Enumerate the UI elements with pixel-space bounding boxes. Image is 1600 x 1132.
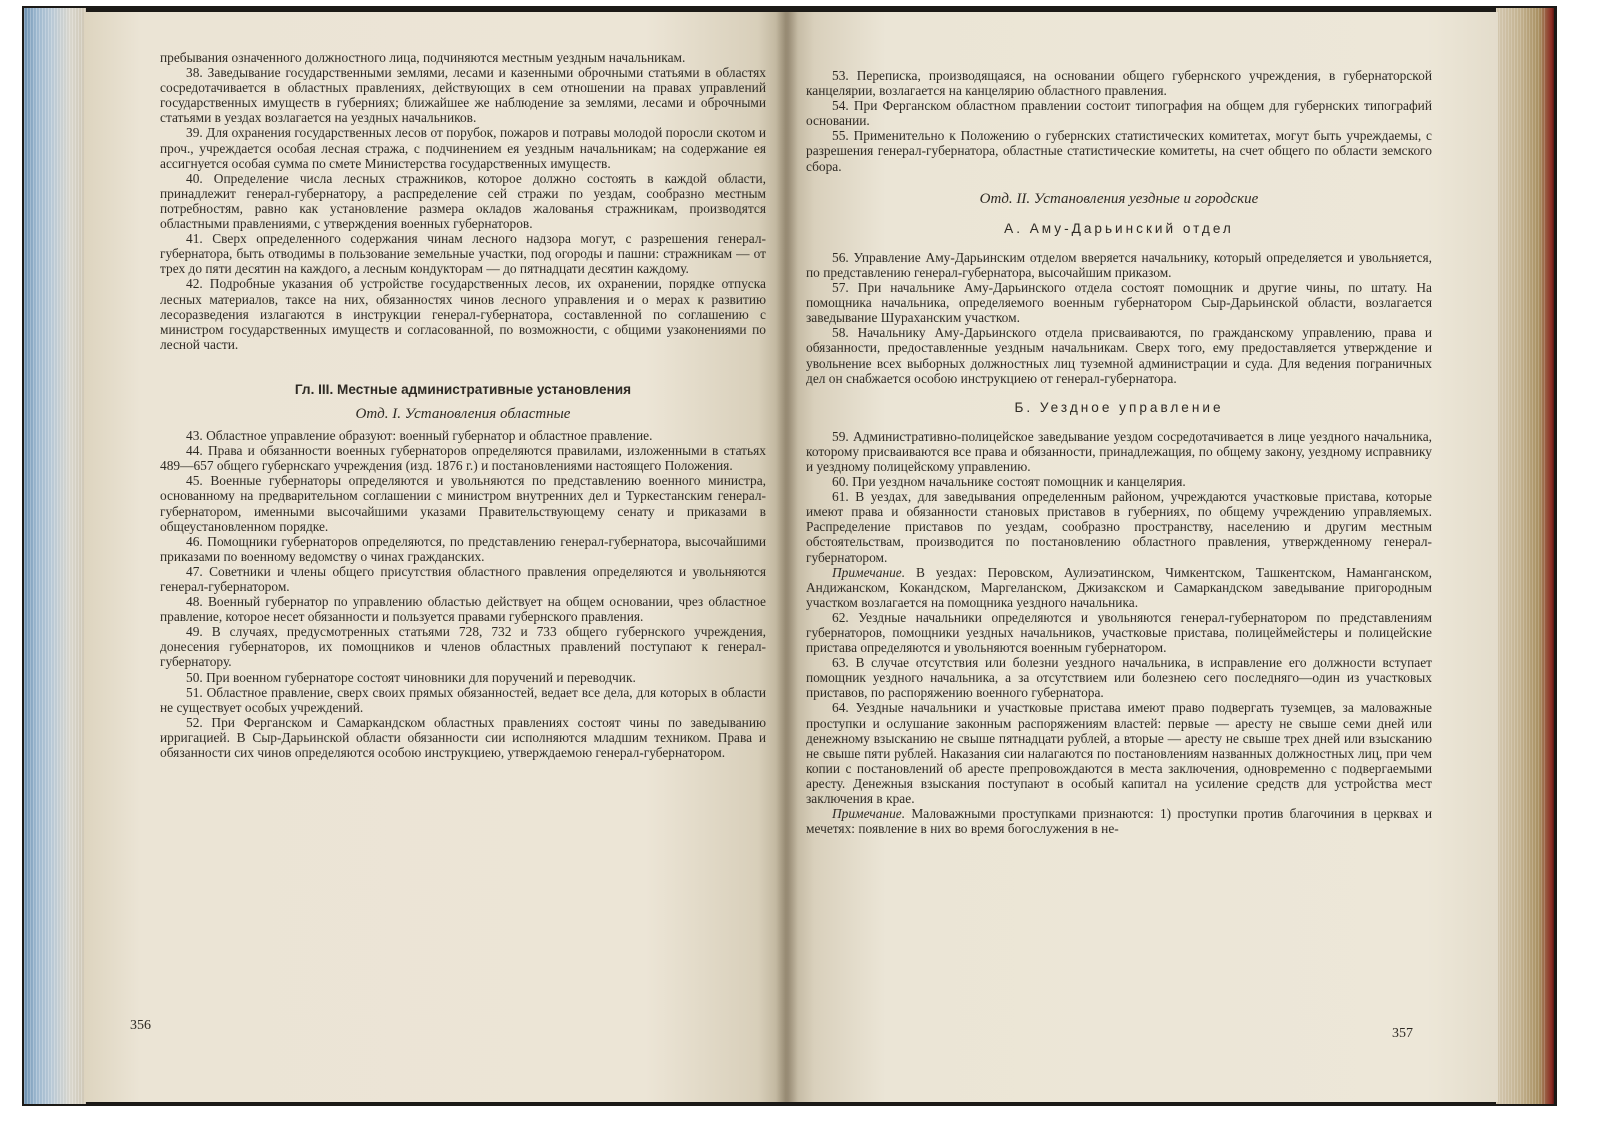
paragraph-39: 39. Для охранения государственных лесов от порубок, пожаров и потравы молодой поросли скотом и проч., учреждается особая лесная стража, с подчинением ея уездным начальникам; на содержание ея ассигнуется особая сумма по смете Министерства государственных имуществ.	[160, 125, 766, 171]
right-page	[786, 12, 1498, 1102]
paragraph-49: 49. В случаях, предусмотренных статьями 728, 732 и 733 общего губернского учреждения, донесения губернаторов, их помощников и членов областных правлений поступают к генерал-губернатору.	[160, 624, 766, 670]
paragraph-48: 48. Военный губернатор по управлению областью действует на общем основании, чрез областное правление, которое несет обязанности и пользуется правами губернского правления.	[160, 594, 766, 625]
paragraph-47: 47. Советники и члены общего присутствия областного правления определяются и увольняются генерал-губернатором.	[160, 563, 766, 594]
paragraph-54: 54. При Ферганском областном правлении состоит типография на общем для губернских типографий основании.	[806, 98, 1432, 129]
left-page-text	[160, 50, 766, 760]
note	[806, 565, 1432, 610]
page-number: 357	[1392, 1026, 1413, 1041]
paragraph-50: 50. При военном губернаторе состоят чиновники для поручений и переводчик.	[186, 669, 636, 685]
paragraph-61: 61. В уездах, для заведывания определенным районом, учреждаются участковые пристава, которые имеют права и обязанности становых приставов в губерниях, по общему учреждению управляемых. Распределение приставов по уездам, сообразно пространству, населению и другим местным обстоятельствам, производится по постановлению областного правления, утвержденному генерал-губернатором.	[806, 489, 1432, 565]
paragraph-62: 62. Уездные начальники определяются и увольняются генерал-губернатором по представлениям губернаторов, помощники уездных начальников, участковые пристава, полицеймейстеры и полицейские пристава определяются и увольняются военным губернатором.	[806, 609, 1432, 656]
page-number: 356	[130, 1018, 151, 1033]
paragraph-40: 40. Определение числа лесных стражников, которое должно состоять в каждой области, принадлежит генерал-губернатору, а распределение сей стражи по уездам, сообразно местным потребностям, равно как установление размера окладов жалованья стражникам, производятся областными правлениями, с утверждения военных губернаторов.	[160, 170, 766, 232]
paragraph-59: 59. Административно-полицейское заведывание уездом сосредотачивается в лице уездного начальника, которому присваиваются все права и обязанности, принадлежащия, по общему закону, уездному исправнику и уездному полицейскому управлению.	[806, 428, 1432, 474]
book-gutter	[776, 12, 798, 1102]
paragraph-38: 38. Заведывание государственными землями, лесами и казенными оброчными статьями в областях сосредотачивается в областных правлениях, действующих в сем отношении на правах управлений государственных имуществ в губерниях; ближайшее же наблюдение за землями, лесами и оброчными статьями в уездах возлагается на уездных начальников.	[160, 65, 766, 126]
note-label: Примечание.	[832, 806, 906, 822]
paragraph-53: 53. Переписка, производящаяся, на основании общего губернского учреждения, в губернаторской канцелярии, возлагается на канцелярию областного правления.	[806, 68, 1432, 99]
right-page-edge-lines	[1496, 8, 1546, 1104]
right-page-text	[806, 68, 1432, 836]
left-page-edge-lines	[24, 8, 86, 1104]
left-page	[84, 12, 786, 1102]
paragraph-64: 64. Уездные начальники и участковые пристава имеют право подвергать туземцев, за маловажные проступки и ослушание законным распоряжениям властей: первые — аресту не свыше семи дней или денежному взысканию не свыше пятнадцати рублей, а вторые — аресту не свыше трех дней или взысканию не свыше пяти рублей. Наказания сии налагаются по постановлениям названных должностных лиц, при чем копии с постановлений об аресте препровождаются в места заключения, одновременно с подвергаемыми аресту. Денежныя взыскания поступают в особый капитал на усиление средств для устройства мест заключения в крае.	[806, 700, 1432, 807]
section-title: Отд. I. Установления областные	[355, 405, 571, 422]
note-label: Примечание.	[832, 564, 906, 580]
paragraph: пребывания означенного должностного лица, подчиняются местным уездным начальникам.	[160, 50, 686, 65]
subsection-heading: Б. Уездное управление	[1014, 399, 1224, 415]
paragraph-60: 60. При уездном начальнике состоят помощник и канцелярия.	[832, 474, 1186, 490]
note-text: В уездах: Перовском, Аулиэатинском, Чимкентском, Ташкентском, Наманганском, Андижанском, Кокандском, Маргеланском, Джизакском и Самаркандском заведывание пригородным участком возлагается на помощника уездного начальника.	[806, 564, 1432, 610]
note	[806, 806, 1432, 836]
paragraph-56: 56. Управление Аму-Дарьинским отделом вверяется начальнику, который определяется и увольняется, по представлению генерал-губернатора, высочайшим приказом.	[806, 249, 1432, 280]
paragraph-57: 57. При начальнике Аму-Дарьинского отдела состоят помощник и другие чины, по штату. На помощника начальника, определяемого военным губернатором Сыр-Дарьинской области, возлагается заведывание Шураханским участком.	[806, 280, 1432, 326]
chapter-title: Гл. III. Местные административные установления	[294, 381, 632, 397]
paragraph-43: 43. Областное управление образуют: военный губернатор и областное правление.	[186, 428, 653, 444]
paragraph-58: 58. Начальнику Аму-Дарьинского отдела присваиваются, по гражданскому управлению, права и обязанности, предоставленные уездным начальникам. Сверх того, ему предоставляется утверждение и увольнение всех выборных должностных лиц туземной администрации и суда. Для ведения пограничных дел он снабжается особою инструкциею от генерал-губернатора.	[806, 325, 1432, 386]
note-text: Маловажными проступками признаются: 1) проступки против благочиния в церквах и мечетях: появление в них во время богослужения в не-	[806, 806, 1432, 837]
paragraph-52: 52. При Ферганском и Самаркандском областных правлениях состоят чины по заведыванию ирригацией. В Сыр-Дарьинской области обязанности сии исполняются младшим техником. Права и обязанности сих чинов определяются особою инструкциею, утверждаемою генерал-губернатором.	[160, 714, 766, 761]
paragraph-44: 44. Права и обязанности военных губернаторов определяются правилами, изложенными в статьях 489—657 общего губернскаго учреждения (изд. 1876 г.) и постановлениями настоящего Положения.	[160, 443, 766, 474]
section-title: Отд. II. Установления уездные и городские	[979, 190, 1259, 207]
paragraph-46: 46. Помощники губернаторов определяются, по представлению генерал-губернатора, высочайшими приказами по военному ведомству о чинах гражданских.	[160, 533, 766, 564]
paragraph-45: 45. Военные губернаторы определяются и увольняются по представлению военного министра, основанному на предварительном соглашении с министром внутренних дел и Туркестанским генерал-губернатором, именными высочайшими указами Правительствующему сенату и приказами в общеустановленном порядке.	[160, 473, 766, 534]
paragraph-51: 51. Областное правление, сверх своих прямых обязанностей, ведает все дела, для которых в области не существует особых учреждений.	[160, 684, 766, 715]
subsection-heading: А. Аму-Дарьинский отдел	[1004, 220, 1234, 236]
paragraph-41: 41. Сверх определенного содержания чинам лесного надзора могут, с разрешения генерал-губернатора, быть отводимы в пользование земельные участки, под огороды и пашни: стражникам — от трех до пяти десятин на каждого, а лесным кондукторам — до пятнадцати десятин каждому.	[160, 231, 766, 277]
paragraph-55: 55. Применительно к Положению о губернских статистических комитетах, могут быть учреждаемы, с разрешения генерал-губернатора, областные статистические комитеты, на счет общего по области земского сбора.	[806, 128, 1432, 174]
paragraph-63: 63. В случае отсутствия или болезни уездного начальника, в исправление его должности вступает помощник уездного начальника, а за отсутствием или болезнею сего последняго—один из участковых приставов, по распоряжению военного губернатора.	[806, 655, 1432, 701]
paragraph-42: 42. Подробные указания об устройстве государственных лесов, их охранении, порядке отпуска лесных материалов, таксе на них, обязанностях чинов лесного управления и о мерах к развитию лесоразведения излагаются в инструкции генерал-губернатора, составленной по соглашению с министром государственных имуществ и согласованной, по возможности, с общими узаконениями по лесной части.	[160, 276, 766, 352]
